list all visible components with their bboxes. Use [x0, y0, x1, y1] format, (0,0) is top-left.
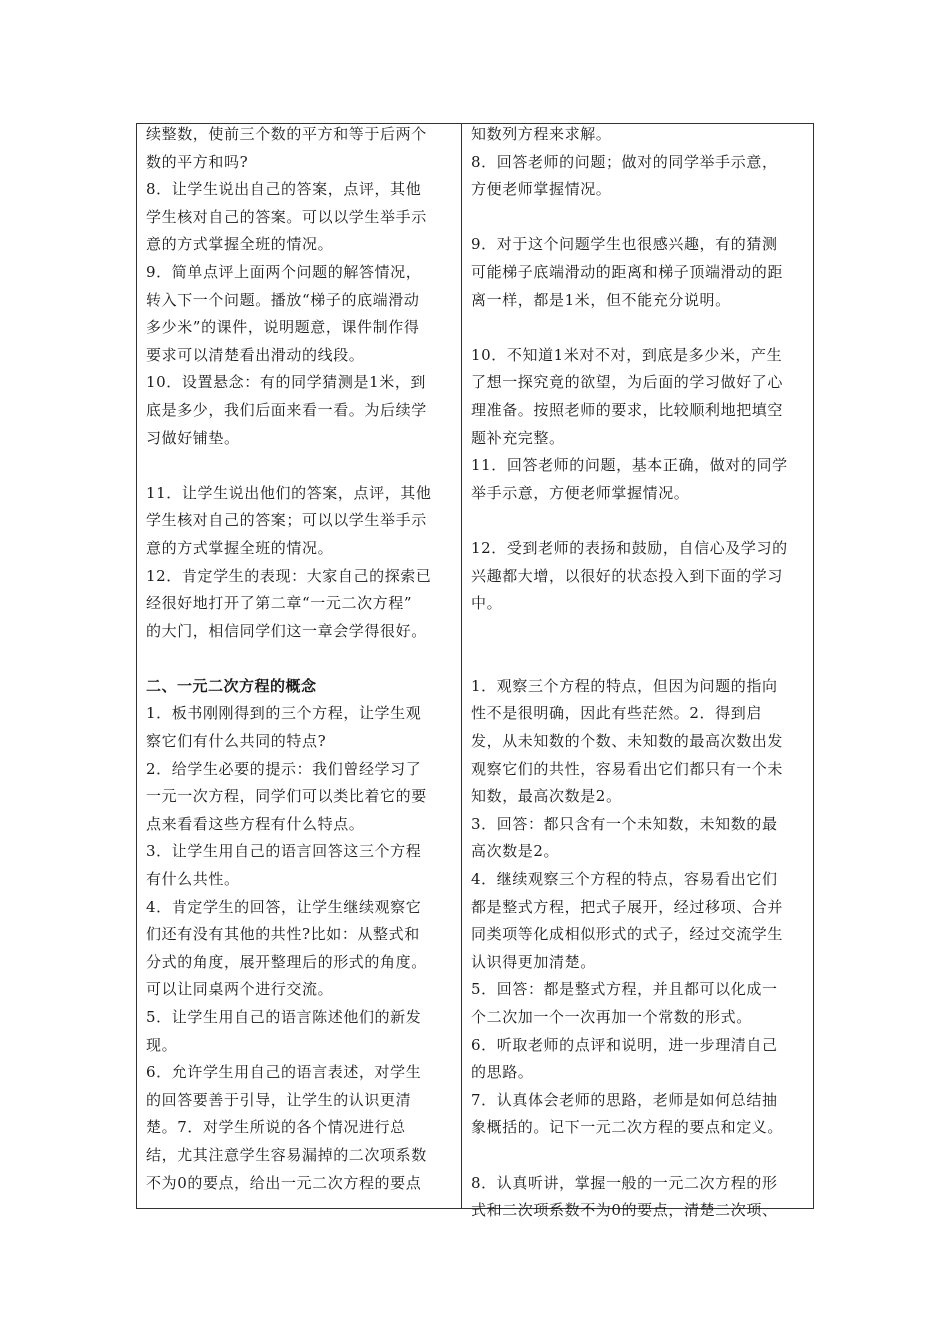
text-line: 6．允许学生用自己的语言表述，对学生	[146, 1063, 422, 1082]
text-line: 8．认真听讲，掌握一般的一元二次方程的形	[471, 1173, 778, 1192]
text-line: 要求可以清楚看出滑动的线段。	[146, 345, 365, 364]
teacher-activity-column	[137, 124, 462, 1208]
text-line: 4．肯定学生的回答，让学生继续观察它	[146, 897, 422, 916]
blank-line	[471, 645, 807, 673]
text-line: 5．让学生用自己的语言陈述他们的新发	[146, 1008, 422, 1026]
text-line: 5．回答：都是整式方程，并且都可以化成一	[471, 980, 778, 999]
section-heading: 二、一元二次方程的概念	[146, 676, 317, 695]
text-line: 1．板书刚刚得到的三个方程，让学生观	[146, 704, 422, 723]
text-line: 学生核对自己的答案。可以以学生举手示	[146, 207, 427, 226]
text-line: 中。	[471, 594, 503, 613]
text-line: 个二次加一个一次再加一个常数的形式。	[471, 1008, 752, 1026]
teacher-activity-text	[146, 121, 451, 1197]
text-line: 10．不知道1米对不对，到底是多少米，产生	[471, 345, 783, 364]
text-line: 现。	[146, 1035, 178, 1054]
text-line: 底是多少，我们后面来看一看。为后续学	[146, 400, 427, 419]
blank-line	[471, 507, 807, 535]
blank-line	[471, 314, 807, 342]
text-line: 9．简单点评上面两个问题的解答情况，	[146, 262, 422, 281]
text-line: 式和二次项系数不为0的要点，清楚二次项、	[471, 1201, 778, 1220]
text-line: 一元一次方程，同学们可以类比着它的要	[146, 787, 427, 806]
text-line: 的回答要善于引导，让学生的认识更清	[146, 1090, 412, 1109]
text-line: 的大门，相信同学们这一章会学得很好。	[146, 621, 427, 640]
text-line: 们还有没有其他的共性?比如：从整式和	[146, 925, 420, 944]
text-line: 8．让学生说出自己的答案，点评，其他	[146, 180, 422, 199]
text-line: 察它们有什么共同的特点?	[146, 732, 327, 751]
text-line: 续整数，使前三个数的平方和等于后两个	[146, 125, 427, 143]
text-line: 的思路。	[471, 1063, 534, 1082]
blank-line	[471, 1142, 807, 1170]
text-line: 4．继续观察三个方程的特点，容易看出它们	[471, 870, 778, 889]
text-line: 不为0的要点，给出一元二次方程的要点	[146, 1173, 422, 1192]
text-line: 3．让学生用自己的语言回答这三个方程	[146, 842, 422, 861]
text-line: 习做好铺垫。	[146, 428, 240, 447]
text-line: 意的方式掌握全班的情况。	[146, 235, 334, 254]
student-activity-column	[462, 124, 813, 1220]
text-line: 有什么共性。	[146, 870, 240, 889]
text-line: 学生核对自己的答案；可以以学生举手示	[146, 511, 427, 530]
text-line: 知数列方程来求解。	[471, 125, 612, 143]
text-line: 10．设置悬念：有的同学猜测是1米，到	[146, 373, 427, 392]
text-line: 高次数是2。	[471, 842, 560, 861]
text-line: 分式的角度，展开整理后的形式的角度。	[146, 952, 427, 971]
text-line: 性不是很明确，因此有些茫然。2．得到启	[471, 704, 762, 723]
blank-line	[146, 452, 451, 480]
text-line: 象概括的。记下一元二次方程的要点和定义。	[471, 1118, 784, 1137]
text-line: 意的方式掌握全班的情况。	[146, 538, 334, 557]
text-line: 举手示意，方便老师掌握情况。	[471, 483, 690, 502]
blank-line	[471, 618, 807, 646]
text-line: 同类项等化成相似形式的式子，经过交流学生	[471, 925, 784, 944]
text-line: 都是整式方程，把式子展开，经过移项、合并	[471, 897, 784, 916]
text-line: 兴趣都大增，以很好的状态投入到下面的学习	[471, 566, 784, 585]
text-line: 楚。7．对学生所说的各个情况进行总	[146, 1118, 406, 1137]
text-line: 6．听取老师的点评和说明，进一步理清自己	[471, 1035, 778, 1054]
text-line: 11．让学生说出他们的答案，点评，其他	[146, 483, 432, 502]
text-line: 转入下一个问题。播放“梯子的底端滑动	[146, 290, 420, 309]
text-line: 方便老师掌握情况。	[471, 180, 612, 199]
text-line: 点来看看这些方程有什么特点。	[146, 814, 365, 833]
text-line: 题补充完整。	[471, 428, 565, 447]
blank-line	[146, 645, 451, 673]
lesson-plan-table	[136, 123, 814, 1220]
text-line: 可能梯子底端滑动的距离和梯子顶端滑动的距	[471, 262, 784, 281]
text-line: 发，从未知数的个数、未知数的最高次数出发	[471, 732, 784, 751]
student-activity-text	[471, 121, 807, 1225]
text-line: 7．认真体会老师的思路，老师是如何总结抽	[471, 1090, 778, 1109]
text-line: 11．回答老师的问题，基本正确，做对的同学	[471, 456, 788, 475]
text-line: 3．回答：都只含有一个未知数，未知数的最	[471, 814, 778, 833]
text-line: 了想一探究竟的欲望，为后面的学习做好了心	[471, 373, 784, 392]
text-line: 知数，最高次数是2。	[471, 787, 622, 806]
text-line: 8．回答老师的问题；做对的同学举手示意，	[471, 152, 778, 171]
text-line: 观察它们的共性，容易看出它们都只有一个未	[471, 759, 784, 778]
text-line: 多少米”的课件，说明题意，课件制作得	[146, 318, 420, 337]
text-line: 结，尤其注意学生容易漏掉的二次项系数	[146, 1145, 427, 1164]
text-line: 1．观察三个方程的特点，但因为问题的指向	[471, 676, 778, 695]
text-line: 认识得更加清楚。	[471, 952, 596, 971]
text-line: 经很好地打开了第二章“一元二次方程”	[146, 594, 413, 613]
text-line: 数的平方和吗?	[146, 152, 249, 171]
text-line: 12．受到老师的表扬和鼓励，自信心及学习的	[471, 538, 788, 557]
text-line: 12．肯定学生的表现：大家自己的探索已	[146, 566, 432, 585]
text-line: 可以让同桌两个进行交流。	[146, 980, 334, 999]
text-line: 9．对于这个问题学生也很感兴趣，有的猜测	[471, 235, 778, 254]
text-line: 离一样，都是1米，但不能充分说明。	[471, 290, 731, 309]
text-line: 理准备。按照老师的要求，比较顺利地把填空	[471, 400, 784, 419]
text-line: 2．给学生必要的提示：我们曾经学习了	[146, 759, 422, 778]
blank-line	[471, 204, 807, 232]
